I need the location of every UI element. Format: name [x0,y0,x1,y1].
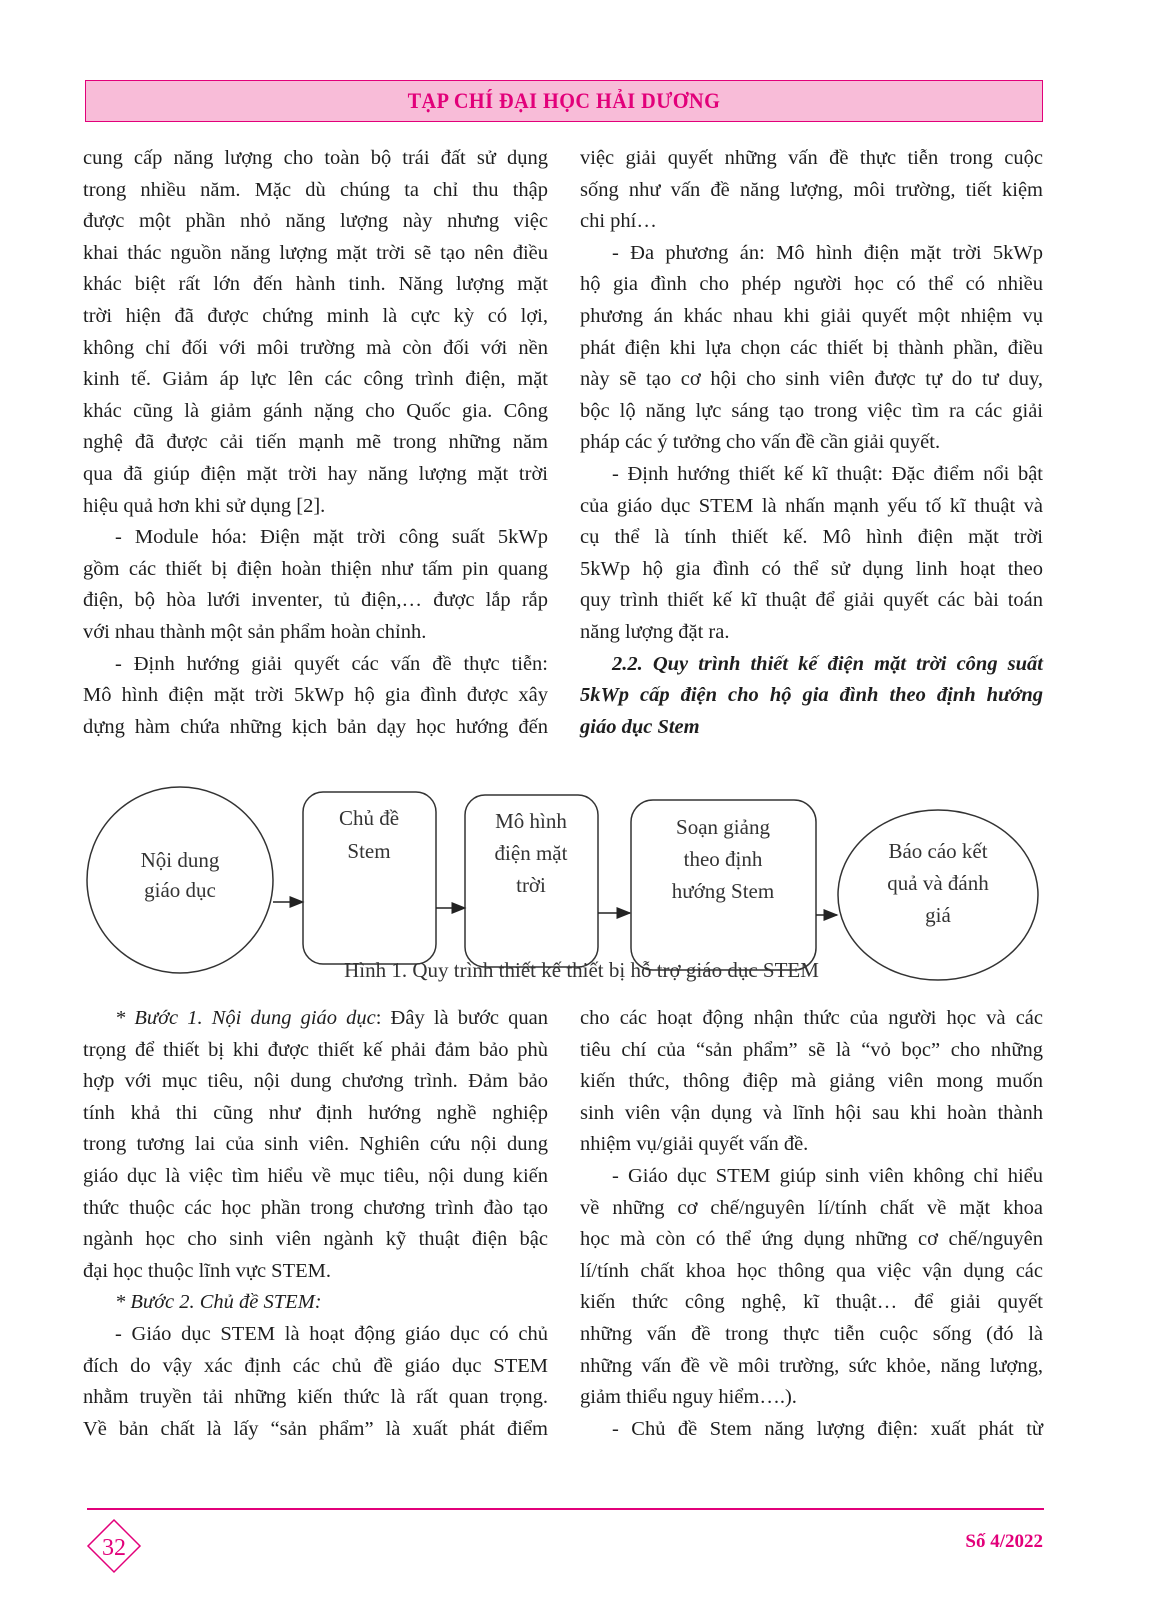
text-line: quy trình thiết kế kĩ thuật để giải quyết các bài toán [580,589,1043,612]
node-label: Mô hình [495,809,567,833]
column-bottom-left [83,1003,548,1445]
text-line: nhằm truyền tải những kiến thức là rất quan trọng. [83,1386,548,1409]
text-line: hiệu quả hơn khi sử dụng [2]. [83,494,326,517]
text-line: kiến thức, thông điệp mà giảng viên mong muốn [580,1070,1043,1093]
text-line: Về bản chất là lấy “sản phẩm” là xuất phát điểm [83,1417,548,1440]
text-line: của giáo dục STEM là nhấn mạnh yếu tố kĩ thuật và [580,494,1043,517]
text-line: tính khả thi cũng như định hướng nghề nghiệp [83,1101,548,1124]
text-line: dựng hàm chứa những kịch bản dạy học hướng đến [83,715,548,738]
node-noi-dung-giao-duc [87,787,273,973]
text-line [83,1003,548,1035]
text-line: - Giáo dục STEM là hoạt động giáo dục có chủ [115,1322,548,1345]
text-line: lí/tính chất khoa học thông qua việc vận dụng các [580,1259,1043,1282]
figure-caption: Hình 1. Quy trình thiết kế thiết bị hỗ trợ giáo dục STEM [344,958,819,982]
text-line: với nhau thành một sản phẩm hoàn chỉnh. [83,620,427,643]
text-line: - Định hướng thiết kế kĩ thuật: Đặc điểm nổi bật [612,462,1043,485]
step1-label: * Bước 1. Nội dung giáo dục [115,1007,376,1029]
footer-divider [87,1508,1044,1510]
column-top-right [580,143,1043,743]
text-line: những vấn đề về môi trường, sức khỏe, năng lượng, [580,1354,1043,1377]
node-label: theo định [683,847,763,871]
text-line: cho các hoạt động nhận thức của người học và các [580,1007,1043,1029]
text-line: phát điện khi lựa chọn các thiết bị thành phần, điều [580,336,1043,359]
node-label: trời [516,873,546,897]
text-line: chi phí… [580,210,657,233]
text-line: khai thác nguồn năng lượng mặt trời sẽ tạo nên điều [83,241,548,264]
column-bottom-right [580,1003,1043,1445]
text-line: phương án khác nhau khi giải quyết một nhiệm vụ [580,304,1043,327]
text-line: nghệ đã được cải tiến mạnh mẽ trong những năm [83,431,548,454]
node-bao-cao-ket-qua [838,810,1038,980]
text-line: học mà còn có thể ứng dụng những cơ chế/nguyên [580,1228,1043,1251]
node-label: điện mặt [494,841,568,865]
text-line: việc giải quyết những vấn đề thực tiễn trong cuộc [580,147,1043,169]
text-line: trong nhiều năm. Mặc dù chúng ta chỉ thu thập [83,178,548,201]
text-line: sinh viên vận dụng và lĩnh hội sau khi hoàn thành [580,1101,1043,1124]
diamond-icon [86,1518,142,1574]
text-line: thức thuộc các học phần trong chương trình đào tạo [83,1196,548,1219]
node-label: giáo dục [144,878,216,902]
text-line: nhiệm vụ/giải quyết vấn đề. [580,1133,809,1156]
page-number-badge [86,1518,142,1574]
text-line: gồm các thiết bị điện hoàn thiện như tấm pin quang [83,557,548,580]
text-line: điện, bộ hòa lưới inventer, tủ điện,… được lắp rắp [83,589,548,612]
section-heading: 5kWp cấp điện cho hộ gia đình theo định hướng [580,684,1043,707]
node-label: hướng Stem [671,879,775,903]
page-number: 32 [102,1535,126,1561]
text-line: cung cấp năng lượng cho toàn bộ trái đất sử dụng [83,147,548,169]
text-line: những vấn đề trong thực tiễn cuộc sống (đó là [580,1322,1043,1345]
text-line: khác biệt rất lớn đến hành tinh. Năng lượng mặt [83,273,548,296]
text-line: giáo dục là việc tìm hiểu về mục tiêu, nội dung kiến [83,1164,548,1187]
section-heading: giáo dục Stem [580,715,700,738]
column-top-left [83,143,548,743]
node-label: Báo cáo kết [888,839,988,863]
text-line: - Đa phương án: Mô hình điện mặt trời 5kWp [612,241,1043,264]
text-line: Mô hình điện mặt trời 5kWp hộ gia đình được xây [83,684,548,707]
node-soan-giang [631,800,816,970]
text-line: cụ thể là tính thiết kế. Mô hình điện mặt trời [580,526,1043,549]
text-line: - Module hóa: Điện mặt trời công suất 5kWp [115,526,548,549]
journal-title: TẠP CHÍ ĐẠI HỌC HẢI DƯƠNG [407,88,721,113]
text-line: trời hiện đã được chứng minh là cực kỳ có lợi, [83,304,548,327]
text-line: tiêu chí của “sản phẩm” sẽ là “vỏ bọc” cho những [580,1038,1043,1061]
text-line: kinh tế. Giảm áp lực lên các công trình điện, mặt [83,368,548,391]
text-line: giảm thiểu nguy hiểm….). [580,1386,797,1409]
text-line: ngành học cho sinh viên ngành kỹ thuật điện bậc [83,1228,548,1251]
text-line: sống như vấn đề năng lượng, môi trường, tiết kiệm [580,178,1043,201]
text-line: - Chủ đề Stem năng lượng điện: xuất phát từ [612,1417,1043,1440]
text-line: không chỉ đối với môi trường mà còn đối với nền [83,336,548,359]
step2-label: * Bước 2. Chủ đề STEM: [115,1291,322,1314]
node-label: Nội dung [140,848,220,872]
node-label: giá [925,903,951,927]
node-chu-de-stem [303,792,436,964]
node-label: quả và đánh [887,871,989,895]
node-mo-hinh-dien-mat-troi [465,795,598,967]
text-line: hộ gia đình cho phép người học có thể có nhiều [580,273,1043,296]
text-line: về những cơ chế/nguyên lí/tính chất về mặt khoa [580,1196,1043,1219]
text-line: pháp các ý tưởng cho vấn đề cần giải quyết. [580,431,941,454]
section-heading: 2.2. Quy trình thiết kế điện mặt trời công suất [612,652,1043,675]
text-line: trong tương lai của sinh viên. Nghiên cứu nội dung [83,1133,548,1156]
text-line: kiến thức công nghệ, kĩ thuật… để giải quyết [580,1291,1043,1314]
issue-number: Số 4/2022 [965,1531,1043,1552]
step1-text: : Đây là bước quan [375,1007,548,1029]
node-label: Soạn giảng [676,815,770,839]
text-line: đại học thuộc lĩnh vực STEM. [83,1259,331,1282]
text-line: bộc lộ năng lực sáng tạo trong việc tìm ra các giải [580,399,1043,422]
text-line: năng lượng đặt ra. [580,620,730,643]
journal-header-band [85,80,1043,122]
text-line: này sẽ tạo cơ hội cho sinh viên được tự do tư duy, [580,368,1043,391]
text-line: đích do vậy xác định các chủ đề giáo dục STEM [83,1354,548,1377]
text-line: qua đã giúp điện mặt trời hay năng lượng mặt trời [83,462,548,485]
node-label: Stem [347,839,391,863]
text-line: khác cũng là giảm gánh nặng cho Quốc gia. Công [83,399,548,422]
text-line: - Định hướng giải quyết các vấn đề thực tiễn: [115,652,548,675]
text-line: hợp với mục tiêu, nội dung chương trình. Đảm bảo [83,1070,548,1093]
node-label: Chủ đề [338,806,400,830]
text-line: được một phần nhỏ năng lượng này nhưng việc [83,210,548,233]
text-line: trọng để thiết bị khi được thiết kế phải đảm bảo phù [83,1038,548,1061]
text-line: - Giáo dục STEM giúp sinh viên không chỉ hiểu [612,1164,1043,1187]
text-line: 5kWp hộ gia đình có thể sử dụng linh hoạt theo [580,557,1043,580]
